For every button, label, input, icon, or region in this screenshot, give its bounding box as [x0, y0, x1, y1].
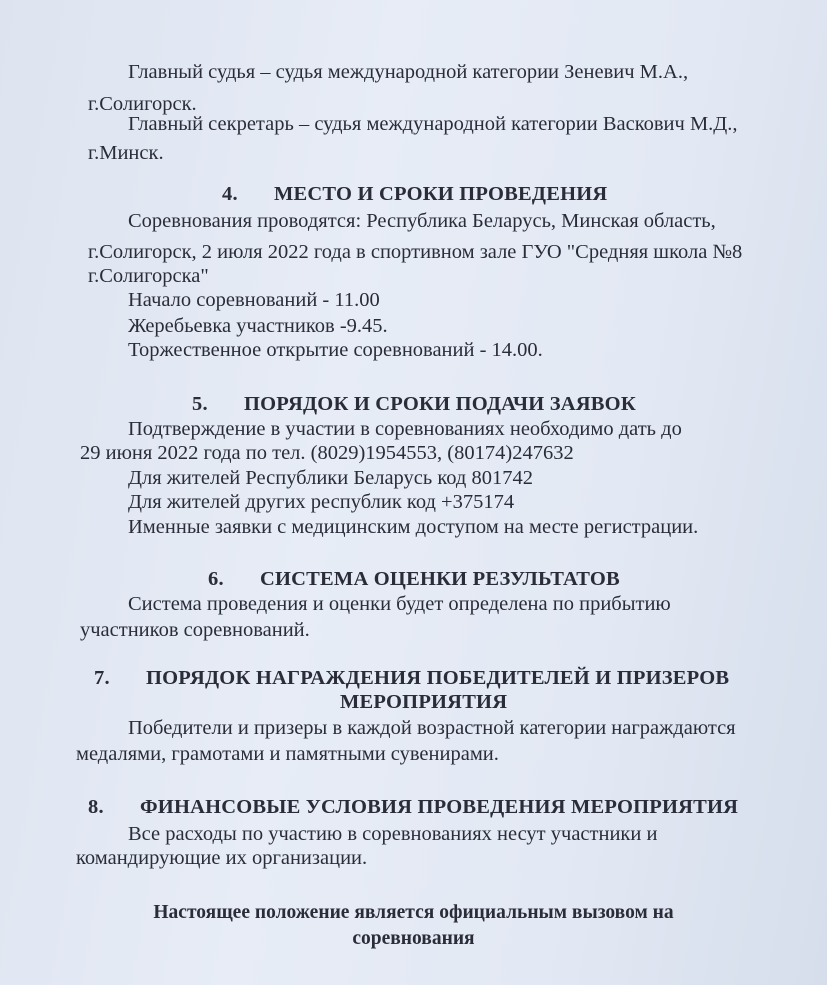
chief-judge-line1: Главный судья – судья международной категории Зеневич М.А.,	[128, 61, 689, 83]
section7-line2: медалями, грамотами и памятными сувенирами.	[76, 743, 499, 765]
section5-named-entries: Именные заявки с медицинским доступом на месте регистрации.	[128, 516, 699, 538]
section7-heading	[94, 666, 729, 690]
section4-number: 4.	[222, 183, 238, 205]
section4-heading	[222, 182, 607, 206]
section7-title-line1: ПОРЯДОК НАГРАЖДЕНИЯ ПОБЕДИТЕЛЕЙ И ПРИЗЕРОВ	[146, 667, 730, 689]
section6-line1: Система проведения и оценки будет определена по прибытию	[128, 593, 671, 615]
section5-line1: Подтверждение в участии в соревнованиях необходимо дать до	[128, 418, 682, 440]
section4-line2: г.Солигорск, 2 июля 2022 года в спортивном зале ГУО "Средняя школа №8	[88, 241, 743, 263]
chief-secretary-line2: г.Минск.	[88, 142, 164, 164]
section8-line2: командирующие их организации.	[76, 847, 368, 869]
chief-secretary-line1: Главный секретарь – судья международной категории Васкович М.Д.,	[128, 113, 738, 135]
section4-title: МЕСТО И СРОКИ ПРОВЕДЕНИЯ	[274, 183, 608, 205]
section7-line1: Победители и призеры в каждой возрастной категории награждаются	[128, 717, 736, 739]
section6-heading	[208, 567, 620, 591]
chief-judge-line2: г.Солигорск.	[88, 93, 197, 115]
section5-title: ПОРЯДОК И СРОКИ ПОДАЧИ ЗАЯВОК	[244, 393, 636, 415]
section5-code-other: Для жителей других республик код +375174	[128, 491, 515, 513]
closing-line2: соревнования	[352, 928, 475, 949]
section4-opening: Торжественное открытие соревнований - 14.00.	[128, 339, 543, 361]
section4-start: Начало соревнований - 11.00	[128, 289, 380, 311]
section8-number: 8.	[88, 796, 104, 818]
section6-number: 6.	[208, 568, 224, 590]
section5-heading	[192, 392, 636, 416]
section5-line2: 29 июня 2022 года по тел. (8029)1954553, (80174)247632	[80, 442, 574, 464]
section4-line1: Соревнования проводятся: Республика Беларусь, Минская область,	[128, 210, 716, 232]
section5-number: 5.	[192, 393, 208, 415]
closing-line1: Настоящее положение является официальным вызовом на	[153, 902, 674, 923]
section7-number: 7.	[94, 667, 110, 689]
section6-title: СИСТЕМА ОЦЕНКИ РЕЗУЛЬТАТОВ	[260, 568, 620, 590]
section5-code-by: Для жителей Республики Беларусь код 801742	[128, 467, 533, 489]
section6-line2: участников соревнований.	[80, 619, 310, 641]
section8-heading	[88, 795, 738, 819]
section4-draw: Жеребьевка участников -9.45.	[128, 315, 388, 337]
section4-line3: г.Солигорска"	[88, 265, 209, 287]
section8-title: ФИНАНСОВЫЕ УСЛОВИЯ ПРОВЕДЕНИЯ МЕРОПРИЯТИЯ	[140, 796, 739, 818]
section8-line1: Все расходы по участию в соревнованиях несут участники и	[128, 823, 658, 845]
section7-title-line2: МЕРОПРИЯТИЯ	[340, 691, 508, 713]
